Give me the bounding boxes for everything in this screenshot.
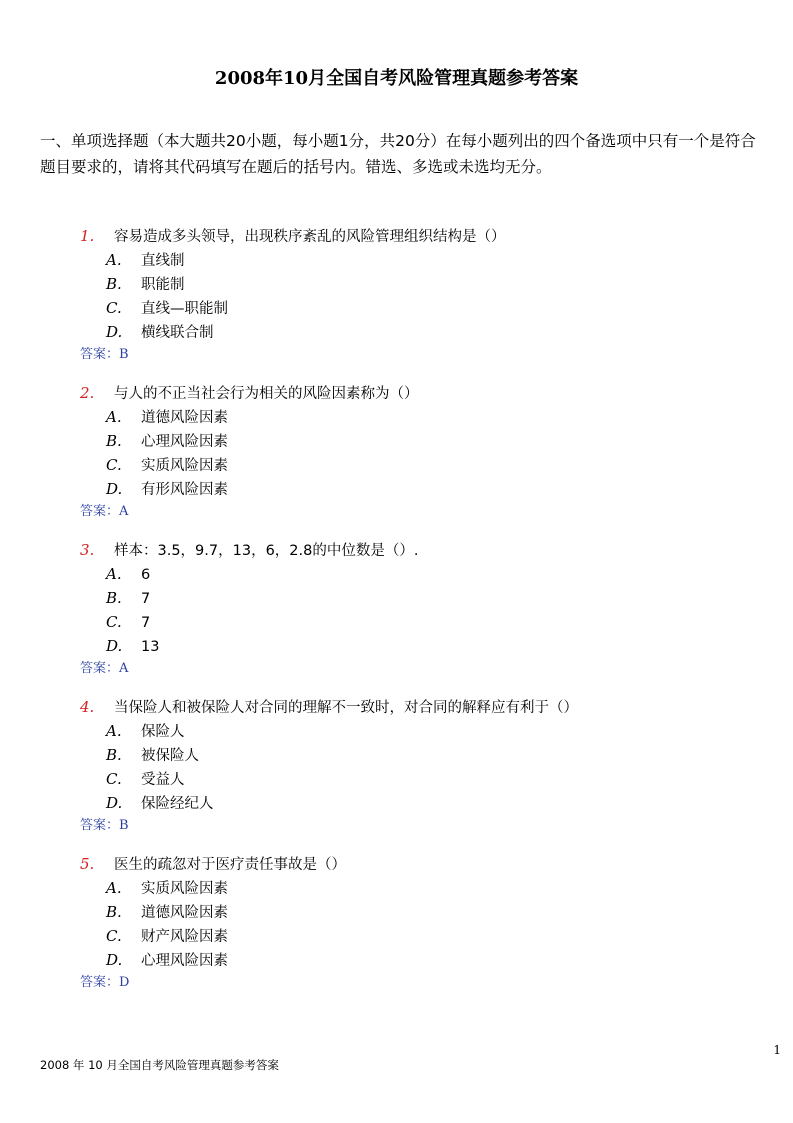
answer-label: 答案： xyxy=(80,504,120,519)
question-number: 4. xyxy=(80,698,95,716)
option-letter: D. xyxy=(106,323,123,341)
option-letter: C. xyxy=(106,456,122,474)
option-b xyxy=(80,272,760,296)
option-a xyxy=(80,562,760,586)
question-item xyxy=(80,695,760,852)
answer-label: 答案： xyxy=(80,347,120,362)
option-text: 道德风险因素 xyxy=(141,905,228,921)
question-text: 样本：3.5，9.7，13，6，2.8的中位数是（）. xyxy=(114,543,419,559)
option-d xyxy=(80,791,760,815)
option-letter: B. xyxy=(106,589,122,607)
answer-value: D xyxy=(119,975,130,990)
question-item xyxy=(80,381,760,538)
answer-line xyxy=(80,815,760,837)
option-d xyxy=(80,634,760,658)
answer-value: B xyxy=(119,347,129,362)
question-text: 当保险人和被保险人对合同的理解不一致时，对合同的解释应有利于（） xyxy=(114,700,578,716)
option-text: 实质风险因素 xyxy=(141,458,228,474)
question-item xyxy=(80,852,760,1009)
option-text: 职能制 xyxy=(141,277,185,293)
option-d xyxy=(80,320,760,344)
option-text: 受益人 xyxy=(141,772,185,788)
option-letter: D. xyxy=(106,480,123,498)
answer-line xyxy=(80,501,760,523)
option-text: 直线—职能制 xyxy=(141,301,228,317)
option-c xyxy=(80,924,760,948)
option-letter: D. xyxy=(106,794,123,812)
question-number: 1. xyxy=(80,227,95,245)
option-letter: A. xyxy=(106,879,122,897)
question-text: 容易造成多头领导，出现秩序紊乱的风险管理组织结构是（） xyxy=(114,229,506,245)
question-number: 3. xyxy=(80,541,95,559)
option-c xyxy=(80,767,760,791)
option-letter: C. xyxy=(106,770,122,788)
option-d xyxy=(80,477,760,501)
question-stem xyxy=(80,695,760,719)
option-letter: A. xyxy=(106,565,122,583)
option-d xyxy=(80,948,760,972)
question-number: 5. xyxy=(80,855,95,873)
page-number: 1 xyxy=(773,1043,781,1057)
answer-line xyxy=(80,972,760,994)
option-text: 财产风险因素 xyxy=(141,929,228,945)
option-letter: A. xyxy=(106,251,122,269)
option-text: 实质风险因素 xyxy=(141,881,228,897)
option-text: 有形风险因素 xyxy=(141,482,228,498)
option-text: 心理风险因素 xyxy=(141,434,228,450)
option-text: 6 xyxy=(141,567,151,583)
option-c xyxy=(80,296,760,320)
option-b xyxy=(80,586,760,610)
option-text: 保险经纪人 xyxy=(141,796,214,812)
question-item xyxy=(80,224,760,381)
question-text: 医生的疏忽对于医疗责任事故是（） xyxy=(114,857,346,873)
option-letter: D. xyxy=(106,951,123,969)
option-text: 保险人 xyxy=(141,724,185,740)
option-b xyxy=(80,900,760,924)
option-a xyxy=(80,719,760,743)
option-text: 心理风险因素 xyxy=(141,953,228,969)
answer-line xyxy=(80,658,760,680)
option-letter: C. xyxy=(106,927,122,945)
question-stem xyxy=(80,381,760,405)
question-item xyxy=(80,538,760,695)
question-text: 与人的不正当社会行为相关的风险因素称为（） xyxy=(114,386,419,402)
answer-value: A xyxy=(119,661,129,676)
question-list xyxy=(80,224,760,1009)
option-text: 13 xyxy=(141,639,160,655)
option-text: 被保险人 xyxy=(141,748,199,764)
option-text: 横线联合制 xyxy=(141,325,214,341)
option-letter: C. xyxy=(106,613,122,631)
answer-label: 答案： xyxy=(80,661,120,676)
question-stem xyxy=(80,852,760,876)
option-c xyxy=(80,453,760,477)
question-stem xyxy=(80,538,760,562)
answer-value: B xyxy=(119,818,129,833)
option-letter: A. xyxy=(106,408,122,426)
answer-label: 答案： xyxy=(80,975,120,990)
option-text: 道德风险因素 xyxy=(141,410,228,426)
option-letter: B. xyxy=(106,432,122,450)
option-letter: B. xyxy=(106,746,122,764)
option-letter: C. xyxy=(106,299,122,317)
answer-line xyxy=(80,344,760,366)
option-a xyxy=(80,876,760,900)
page-title: 2008年10月全国自考风险管理真题参考答案 xyxy=(214,68,579,89)
answer-label: 答案： xyxy=(80,818,120,833)
option-b xyxy=(80,743,760,767)
question-stem xyxy=(80,224,760,248)
option-letter: B. xyxy=(106,903,122,921)
option-letter: D. xyxy=(106,637,123,655)
question-number: 2. xyxy=(80,384,95,402)
section-intro: 一、单项选择题（本大题共20小题，每小题1分，共20分）在每小题列出的四个备选项中只有一个是符合题目要求的，请将其代码填写在题后的括号内。错选、多选或未选均无分。 xyxy=(40,132,756,176)
option-a xyxy=(80,248,760,272)
option-text: 7 xyxy=(141,615,151,631)
page-footer: 2008 年 10 月全国自考风险管理真题参考答案 xyxy=(40,1058,279,1072)
option-text: 7 xyxy=(141,591,151,607)
option-b xyxy=(80,429,760,453)
option-letter: B. xyxy=(106,275,122,293)
answer-value: A xyxy=(119,504,129,519)
option-letter: A. xyxy=(106,722,122,740)
option-text: 直线制 xyxy=(141,253,185,269)
option-c xyxy=(80,610,760,634)
option-a xyxy=(80,405,760,429)
